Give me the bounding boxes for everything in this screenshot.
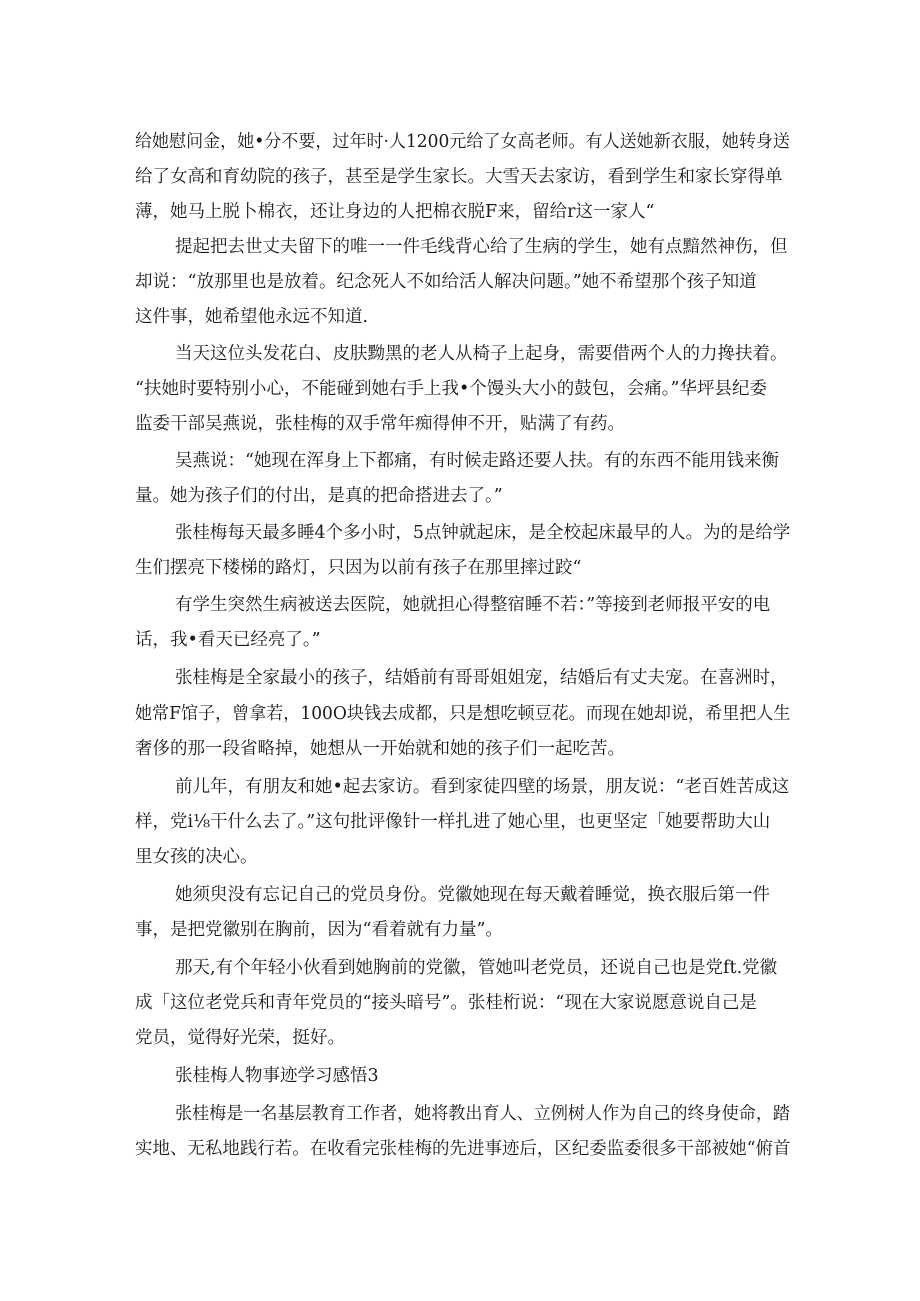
text-line: 有学生突然生病被送去医院，她就担心得整宿睡不若：”等接到老师报平安的电 [175,595,771,615]
text-line: 那天,有个年轻小伙看到她胸前的党徽，管她叫老党员，还说自己也是党ft.党徽 [175,958,778,978]
text-line: 给了女高和育幼院的孩子，甚至是学生家长。大雪天去家访，看到学生和家长穿得单 [135,167,783,187]
text-line: 里女孩的决心。 [135,847,258,867]
text-line: 张桂梅每天最多睡4个多小时，5点钟就起床，是全校起床最早的人。为的是给学 [175,523,791,543]
text-line: 实地、无私地践行若。在收看完张桂梅的先进事迹后，区纪委监委很多干部被她“俯首 [135,1139,791,1159]
text-line: 却说：“放那里也是放着。纪念死人不如给活人解决问题。”她不希望那个孩子知道 [135,272,757,292]
text-line: 当天这位头发花白、皮肤黝黑的老人从椅子上起身，需要借两个人的力搀扶着。 [175,344,788,364]
text-line: 生们摆亮下楼梯的路灯，只因为以前有孩子在那里摔过跤“ [135,558,582,578]
text-line: 她须臾没有忘记自己的党员身份。党徽她现在每天戴着睡觉，换衣服后第一件 [175,885,770,905]
text-line: 监委干部吴燕说，张桂梅的双手常年痴得伸不开，贴满了有药。 [135,414,625,434]
text-line: 吴燕说：“她现在浑身上下都痛，有时候走路还要人扶。有的东西不能用钱来衡 [175,451,779,471]
text-line: 张桂梅是全家最小的孩子，结婚前有哥哥姐姐宠，结婚后有丈夫宠。在喜洲时， [175,668,788,688]
text-line: 成「这位老党兵和青年党员的“接头暗号”。张桂桁说：“现在大家说愿意说自己是 [135,993,757,1013]
text-line: 前儿年，有朋友和她•起去家访。看到家徒四壁的场景，朋友说：“老百姓苦成这 [175,777,790,797]
text-line: 张桂梅是一名基层教育工作者，她将教出育人、立例树人作为自己的终身使命，踏 [175,1104,791,1124]
text-line: 党员，觉得好光荣，挺好。 [135,1028,345,1048]
text-line: 给她慰问金，她•分不要，过年时·人1200元给了女高老师。有人送她新衣服，她转身送 [135,132,790,152]
text-line: 事，是把党徽别在胸前，因为“看着就有力量”。 [135,920,503,940]
text-line: 她常F馆子，曾拿若，100O块钱去成都，只是想吃顿豆花。而现在她却说，希里把人生 [135,704,791,724]
text-line: 提起把去世丈夫留下的唯一一件毛线背心给了生病的学生，她有点黯然神伤，但 [175,237,788,257]
text-line: 薄，她马上脱卜棉衣，还让身边的人把棉衣脱F来，留给r这一家人“ [135,202,655,222]
section-heading: 张桂梅人物事迹学习感悟3 [175,1066,379,1086]
text-line: 这件事，她希望他永远不知道. [135,307,369,327]
text-line: 量。她为孩子们的付出，是真的把命搭进去了。” [135,486,503,506]
text-line: 样，党i⅛干什么去了。”这句批评像针一样扎进了她心里，也更坚定「她要帮助大山 [135,812,771,832]
text-line: 奢侈的那一段省略掉，她想从一开始就和她的孩子们一起吃苦。 [135,739,625,759]
text-line: 话，我•看天已经亮了。” [135,630,321,650]
text-line: “扶她时要特别小心，不能碰到她右手上我•个馒头大小的鼓包，会痛。”华坪县纪委 [135,379,767,399]
